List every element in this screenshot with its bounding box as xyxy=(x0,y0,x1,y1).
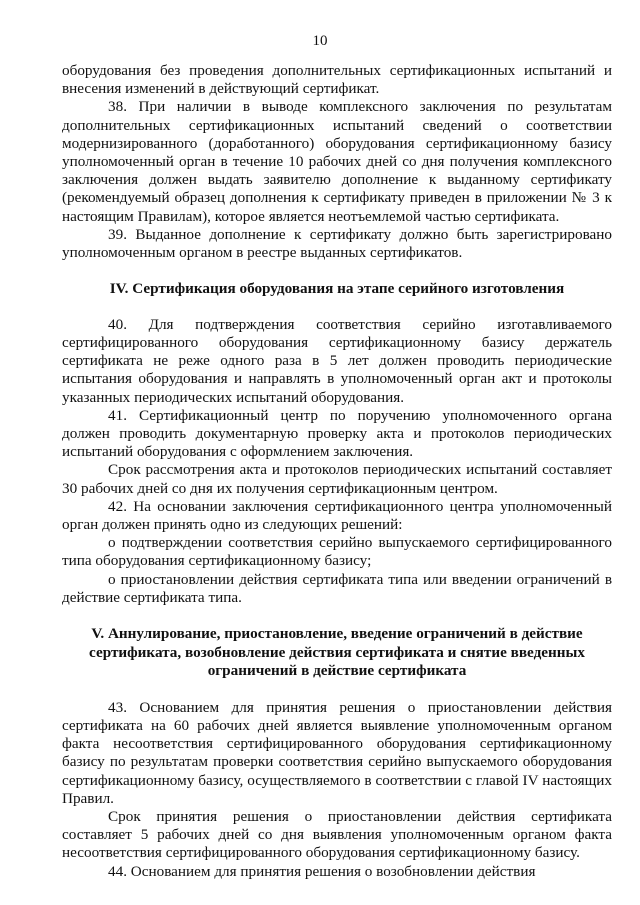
paragraph-42-option-1: о подтверждении соответствия серийно выпускаемого сертифицированного типа оборудования сертификационному базису; xyxy=(62,534,612,570)
paragraph-43: 43. Основанием для принятия решения о приостановлении действия сертификата на 60 рабочих дней является выявление уполномоченным органом факта несоответствия сертифицированного оборудования сертификационному базису по результатам проверки соответствия серийно выпускаемого оборудования сертификационному базису, осуществляемого в соответствии с главой IV настоящих Правил. xyxy=(62,698,612,807)
section-4-heading: IV. Сертификация оборудования на этапе серийного изготовления xyxy=(109,280,565,298)
paragraph-39: 39. Выданное дополнение к сертификату должно быть зарегистрировано уполномоченным органом в реестре выданных сертификатов. xyxy=(62,225,612,262)
page-number: 10 xyxy=(312,33,328,49)
section-5-heading-line-3: ограничений в действие сертификата xyxy=(207,662,467,680)
paragraph-continuation: оборудования без проведения дополнительных сертификационных испытаний и внесения изменений в действующий сертификат. xyxy=(62,62,612,98)
paragraph-42-option-2: о приостановлении действия сертификата типа или введении ограничений в действие сертификата типа. xyxy=(62,570,612,606)
section-5-heading xyxy=(62,625,612,681)
paragraph-40: 40. Для подтверждения соответствия серийно изготавливаемого сертифицированного оборудования сертификационному базису держатель сертификата не реже одного раза в 5 лет должен проводить периодические испытания оборудования и направлять в уполномоченный орган акт и протоколы указанных периодических испытаний оборудования. xyxy=(62,315,612,406)
paragraph-38: 38. При наличии в выводе комплексного заключения по результатам дополнительных сертификационных испытаний сведений о соответствии модернизированного (доработанного) оборудования сертификационному базису уполномоченный орган в течение 10 рабочих дней со дня получения комплексного заключения должен выдать заявителю дополнение к выданному сертификату (рекомендуемый образец дополнения к сертификату приведен в приложении № 3 к настоящим Правилам), которое является неотъемлемой частью сертификата. xyxy=(62,98,612,225)
paragraph-42: 42. На основании заключения сертификационного центра уполномоченный орган должен принять одно из следующих решений: xyxy=(62,497,612,534)
section-5-heading-line-2: сертификата, возобновление действия сертификата и снятие введенных xyxy=(89,643,585,661)
section-5-heading-line-1: V. Аннулирование, приостановление, введение ограничений в действие xyxy=(91,625,583,643)
paragraph-43-term: Срок принятия решения о приостановлении действия сертификата составляет 5 рабочих дней со дня выявления уполномоченным органом факта несоответствия сертифицированного оборудования сертификационному базису. xyxy=(62,808,612,862)
document-body xyxy=(62,62,612,881)
paragraph-41: 41. Сертификационный центр по поручению уполномоченного органа должен проводить документарную проверку акта и протоколов периодических испытаний оборудования с оформлением заключения. xyxy=(62,406,612,461)
paragraph-44: 44. Основанием для принятия решения о возобновлении действия xyxy=(108,862,536,880)
paragraph-41-term: Срок рассмотрения акта и протоколов периодических испытаний составляет 30 рабочих дней со дня их получения сертификационным центром. xyxy=(62,461,612,497)
